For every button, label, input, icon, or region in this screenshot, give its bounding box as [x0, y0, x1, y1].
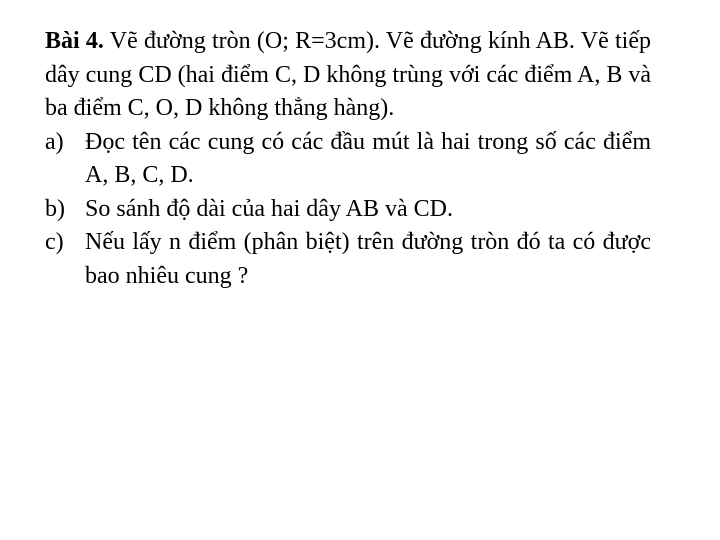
question-text-b: So sánh độ dài của hai dây AB và CD.	[85, 195, 453, 222]
question-item-c	[45, 226, 651, 293]
question-marker-b: b)	[45, 195, 65, 222]
question-marker-a: a)	[45, 128, 64, 155]
question-marker-c: c)	[45, 229, 64, 255]
exercise-intro-paragraph	[45, 25, 651, 126]
exercise-content	[45, 25, 651, 293]
question-text-c: Nếu lấy n điểm (phân biệt) trên đường tròn đó ta có được bao nhiêu cung ?	[85, 229, 651, 289]
exercise-intro: Vẽ đường tròn (O; R=3cm). Vẽ đường kính AB. Vẽ tiếp dây cung CD (hai điểm C, D không trùng với các điểm A, B và ba điểm C, O, D không thẳng hàng).	[45, 28, 651, 121]
exercise-title: Bài 4.	[45, 28, 104, 54]
question-item-a	[45, 126, 651, 193]
question-text-a: Đọc tên các cung có các đầu mút là hai trong số các điểm A, B, C, D.	[85, 128, 651, 188]
question-item-b	[45, 193, 651, 227]
